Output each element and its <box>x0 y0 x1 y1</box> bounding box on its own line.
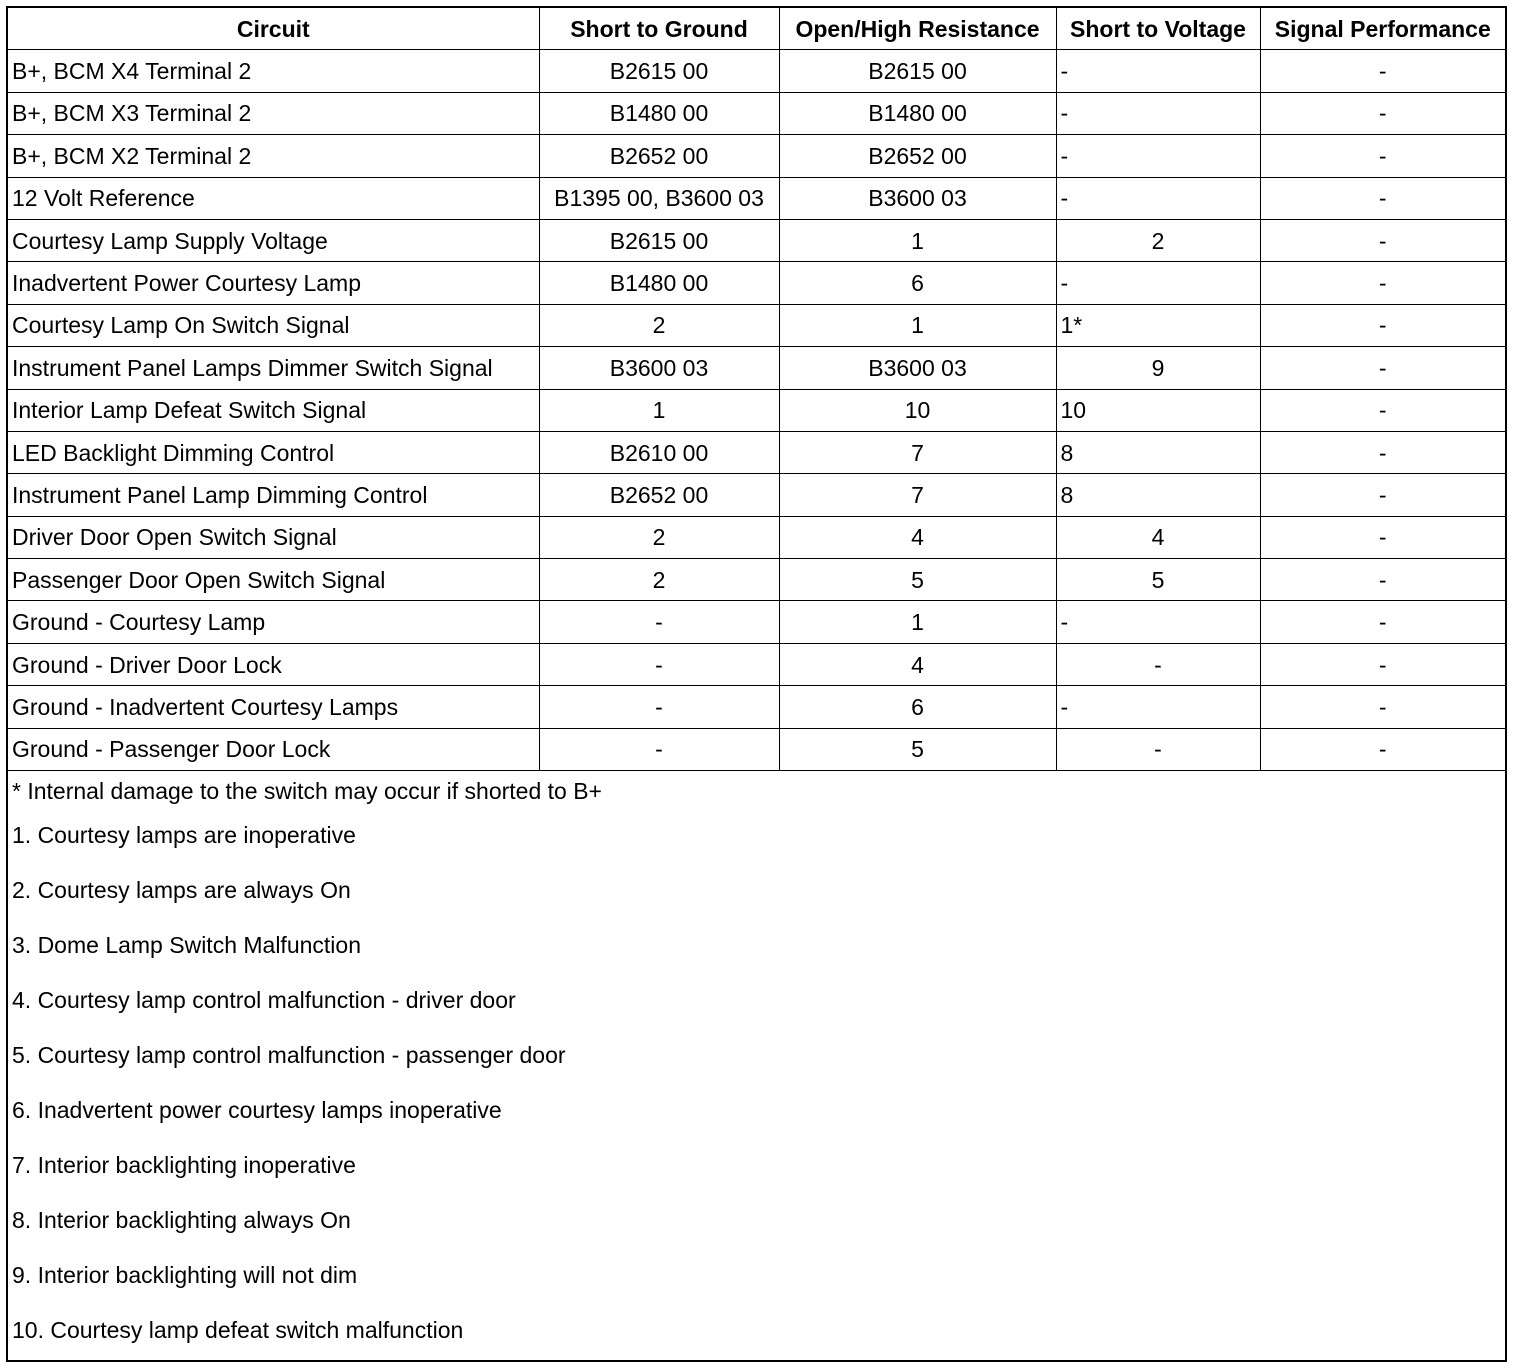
table-row <box>8 474 1505 516</box>
numbered-note: 3. Dome Lamp Switch Malfunction <box>12 932 361 958</box>
header-open-high-resistance: Open/High Resistance <box>779 8 1056 50</box>
cell-signal-performance: - <box>1260 643 1505 685</box>
cell-short-to-voltage: 5 <box>1056 559 1260 601</box>
table-row <box>8 219 1505 261</box>
numbered-note: 10. Courtesy lamp defeat switch malfunction <box>12 1317 464 1343</box>
header-signal-performance: Signal Performance <box>1260 8 1505 50</box>
cell-circuit: Ground - Courtesy Lamp <box>8 601 539 643</box>
cell-short-to-voltage: - <box>1056 50 1260 92</box>
table-row <box>8 516 1505 558</box>
numbered-note: 4. Courtesy lamp control malfunction - driver door <box>12 987 516 1013</box>
table-row <box>8 135 1505 177</box>
cell-circuit: Driver Door Open Switch Signal <box>8 516 539 558</box>
cell-signal-performance: - <box>1260 262 1505 304</box>
table-row <box>8 431 1505 473</box>
cell-open-high-resistance: B3600 03 <box>779 177 1056 219</box>
cell-short-to-ground: B2652 00 <box>539 135 779 177</box>
cell-short-to-voltage: 4 <box>1056 516 1260 558</box>
cell-open-high-resistance: B1480 00 <box>779 92 1056 134</box>
cell-open-high-resistance: 4 <box>779 516 1056 558</box>
cell-short-to-ground: - <box>539 686 779 728</box>
numbered-note: 8. Interior backlighting always On <box>12 1207 351 1233</box>
cell-circuit: 12 Volt Reference <box>8 177 539 219</box>
numbered-note: 2. Courtesy lamps are always On <box>12 877 351 903</box>
cell-short-to-voltage: - <box>1056 601 1260 643</box>
cell-signal-performance: - <box>1260 728 1505 770</box>
cell-open-high-resistance: 6 <box>779 262 1056 304</box>
cell-short-to-ground: - <box>539 601 779 643</box>
numbered-note: 1. Courtesy lamps are inoperative <box>12 822 356 848</box>
table-row <box>8 686 1505 728</box>
asterisk-note: * Internal damage to the switch may occur if shorted to B+ <box>12 778 602 804</box>
cell-open-high-resistance: 1 <box>779 219 1056 261</box>
table-row <box>8 50 1505 92</box>
cell-open-high-resistance: B2652 00 <box>779 135 1056 177</box>
cell-short-to-ground: B1395 00, B3600 03 <box>539 177 779 219</box>
cell-short-to-voltage: 8 <box>1056 474 1260 516</box>
cell-signal-performance: - <box>1260 516 1505 558</box>
table-row <box>8 601 1505 643</box>
cell-open-high-resistance: 10 <box>779 389 1056 431</box>
cell-signal-performance: - <box>1260 601 1505 643</box>
cell-short-to-ground: B1480 00 <box>539 92 779 134</box>
cell-open-high-resistance: 7 <box>779 474 1056 516</box>
cell-short-to-ground: B2652 00 <box>539 474 779 516</box>
cell-signal-performance: - <box>1260 50 1505 92</box>
cell-open-high-resistance: 1 <box>779 304 1056 346</box>
cell-short-to-voltage: - <box>1056 728 1260 770</box>
cell-short-to-ground: B2610 00 <box>539 431 779 473</box>
table-row <box>8 177 1505 219</box>
header-circuit: Circuit <box>8 8 539 50</box>
cell-short-to-ground: 2 <box>539 516 779 558</box>
cell-circuit: LED Backlight Dimming Control <box>8 431 539 473</box>
cell-short-to-voltage: - <box>1056 686 1260 728</box>
table-row <box>8 728 1505 770</box>
cell-circuit: Instrument Panel Lamp Dimming Control <box>8 474 539 516</box>
cell-open-high-resistance: 4 <box>779 643 1056 685</box>
numbered-note: 7. Interior backlighting inoperative <box>12 1152 356 1178</box>
cell-short-to-voltage: 10 <box>1056 389 1260 431</box>
cell-short-to-voltage: - <box>1056 643 1260 685</box>
numbered-note: 5. Courtesy lamp control malfunction - passenger door <box>12 1042 566 1068</box>
cell-open-high-resistance: 5 <box>779 728 1056 770</box>
cell-circuit: B+, BCM X3 Terminal 2 <box>8 92 539 134</box>
cell-open-high-resistance: 5 <box>779 559 1056 601</box>
cell-open-high-resistance: B2615 00 <box>779 50 1056 92</box>
cell-short-to-voltage: 1* <box>1056 304 1260 346</box>
numbered-note: 9. Interior backlighting will not dim <box>12 1262 358 1288</box>
numbered-note: 6. Inadvertent power courtesy lamps inoperative <box>12 1097 502 1123</box>
cell-short-to-ground: B2615 00 <box>539 219 779 261</box>
cell-signal-performance: - <box>1260 686 1505 728</box>
cell-short-to-voltage: - <box>1056 177 1260 219</box>
cell-circuit: Ground - Passenger Door Lock <box>8 728 539 770</box>
cell-circuit: B+, BCM X2 Terminal 2 <box>8 135 539 177</box>
cell-circuit: B+, BCM X4 Terminal 2 <box>8 50 539 92</box>
cell-circuit: Passenger Door Open Switch Signal <box>8 559 539 601</box>
cell-signal-performance: - <box>1260 559 1505 601</box>
cell-signal-performance: - <box>1260 474 1505 516</box>
table-body <box>8 50 1505 771</box>
cell-short-to-ground: 1 <box>539 389 779 431</box>
cell-signal-performance: - <box>1260 135 1505 177</box>
cell-circuit: Ground - Driver Door Lock <box>8 643 539 685</box>
cell-open-high-resistance: 1 <box>779 601 1056 643</box>
header-row <box>8 8 1505 50</box>
diagnostic-table-frame <box>6 6 1507 1362</box>
cell-short-to-voltage: - <box>1056 135 1260 177</box>
table-row <box>8 304 1505 346</box>
cell-short-to-voltage: - <box>1056 262 1260 304</box>
cell-open-high-resistance: 6 <box>779 686 1056 728</box>
cell-circuit: Courtesy Lamp On Switch Signal <box>8 304 539 346</box>
cell-short-to-ground: 2 <box>539 559 779 601</box>
header-short-to-ground: Short to Ground <box>539 8 779 50</box>
table-row <box>8 389 1505 431</box>
cell-short-to-ground: 2 <box>539 304 779 346</box>
cell-signal-performance: - <box>1260 304 1505 346</box>
table-row <box>8 559 1505 601</box>
table-row <box>8 92 1505 134</box>
cell-signal-performance: - <box>1260 219 1505 261</box>
cell-short-to-voltage: - <box>1056 92 1260 134</box>
cell-circuit: Ground - Inadvertent Courtesy Lamps <box>8 686 539 728</box>
cell-signal-performance: - <box>1260 389 1505 431</box>
cell-signal-performance: - <box>1260 347 1505 389</box>
cell-circuit: Courtesy Lamp Supply Voltage <box>8 219 539 261</box>
table-row <box>8 643 1505 685</box>
cell-short-to-ground: - <box>539 643 779 685</box>
footnotes <box>12 770 1492 1364</box>
cell-short-to-voltage: 2 <box>1056 219 1260 261</box>
cell-open-high-resistance: 7 <box>779 431 1056 473</box>
table-row <box>8 262 1505 304</box>
cell-short-to-ground: B3600 03 <box>539 347 779 389</box>
header-short-to-voltage: Short to Voltage <box>1056 8 1260 50</box>
circuit-diagnostic-table <box>8 8 1505 771</box>
cell-signal-performance: - <box>1260 92 1505 134</box>
cell-open-high-resistance: B3600 03 <box>779 347 1056 389</box>
cell-short-to-voltage: 9 <box>1056 347 1260 389</box>
cell-signal-performance: - <box>1260 177 1505 219</box>
cell-signal-performance: - <box>1260 431 1505 473</box>
cell-short-to-ground: - <box>539 728 779 770</box>
cell-circuit: Instrument Panel Lamps Dimmer Switch Signal <box>8 347 539 389</box>
cell-circuit: Interior Lamp Defeat Switch Signal <box>8 389 539 431</box>
cell-short-to-ground: B1480 00 <box>539 262 779 304</box>
cell-short-to-voltage: 8 <box>1056 431 1260 473</box>
table-row <box>8 347 1505 389</box>
cell-circuit: Inadvertent Power Courtesy Lamp <box>8 262 539 304</box>
cell-short-to-ground: B2615 00 <box>539 50 779 92</box>
